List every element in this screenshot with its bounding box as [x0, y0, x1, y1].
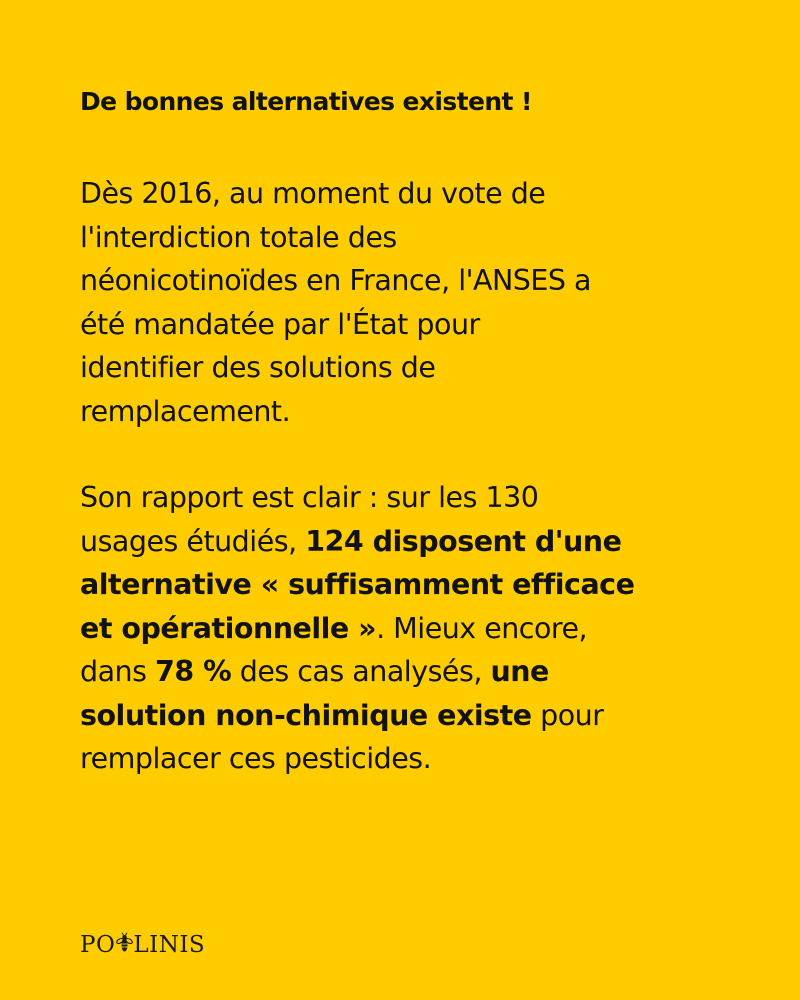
paragraph-intro-line: remplacement. — [80, 394, 291, 428]
logo-text-end: LINIS — [133, 932, 206, 958]
paragraph-intro-line: l'interdiction totale des — [80, 220, 397, 254]
paragraph-intro — [80, 172, 740, 433]
paragraph-report-line — [80, 563, 740, 607]
paragraph-report-line — [80, 607, 740, 651]
text-segment: remplacer ces pesticides. — [80, 742, 432, 775]
paragraph-intro-line: identifier des solutions de — [80, 351, 436, 384]
paragraph-report-line — [80, 737, 740, 781]
paragraph-report-line — [80, 650, 740, 694]
text-segment: usages étudiés, — [80, 524, 306, 558]
paragraph-report-line — [80, 520, 740, 564]
pollinis-logo — [80, 930, 205, 960]
highlight-text: 124 disposent d'une — [305, 524, 622, 558]
paragraph-intro-line: néonicotinoïdes en France, l'ANSES a — [80, 264, 591, 297]
text-segment: Son rapport est clair : sur les 130 — [80, 481, 539, 514]
paragraph-intro-line: Dès 2016, au moment du vote de — [80, 177, 546, 210]
highlight-text: solution non-chimique existe — [80, 698, 532, 732]
paragraph-report — [80, 476, 740, 781]
paragraph-report-line — [80, 694, 740, 738]
text-segment: dans — [80, 655, 156, 688]
text-segment: pour — [531, 698, 604, 732]
text-segment: . Mieux encore, — [376, 611, 588, 645]
page-title: De bonnes alternatives existent ! — [80, 87, 532, 116]
text-segment: des cas analysés, — [231, 655, 491, 688]
paragraph-intro-line: été mandatée par l'État pour — [80, 307, 480, 341]
highlight-text: alternative « suffisamment efficace — [80, 568, 635, 601]
content — [80, 82, 740, 781]
highlight-text: une — [490, 655, 549, 688]
highlight-text: et opérationnelle » — [80, 611, 377, 645]
bee-icon — [116, 932, 133, 954]
logo-text-start: PO — [80, 932, 116, 958]
paragraph-report-line — [80, 476, 740, 520]
highlight-text: 78 % — [155, 655, 232, 688]
